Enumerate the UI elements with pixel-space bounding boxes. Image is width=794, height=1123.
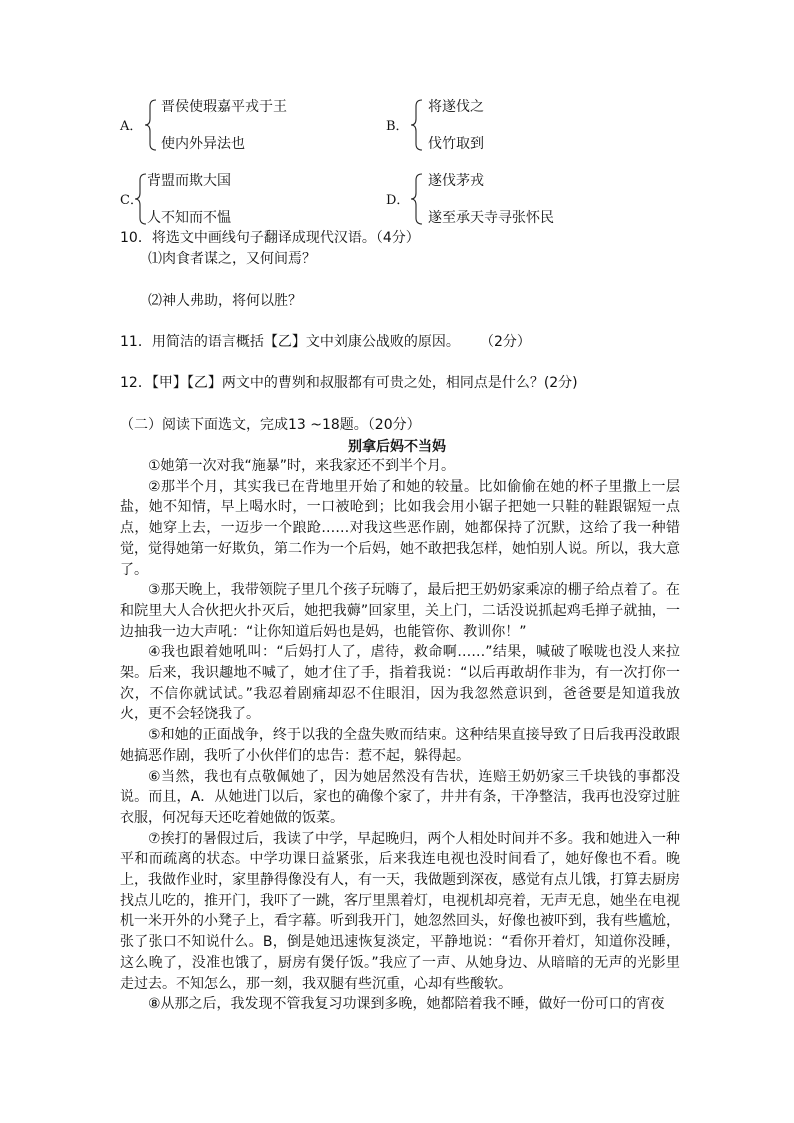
option-a-line1: 晋侯使瑕嘉平戎于王 xyxy=(161,99,287,115)
paragraph: ⑦挨打的暑假过后，我读了中学，早起晚归，两个人相处时间并不多。我和她进入一种平和而疏离的状态。中学功课日益紧张，后来我连电视也没时间看了，她好像也不看。晚上，我做作业时，家里静得像没有人，有一天，我做题到深夜，感觉有点儿饿，打算去厨房找点儿吃的，推开门，我吓了一跳，客厅里黑着灯，电视机却亮着，无声无息，她坐在电视机一米开外的小凳子上，看字幕。听到我开门，她忽然回头，好像也被吓到，我有些尴尬，张了张口不知说什么。B，倒是她迅速恢复淡定，平静地说：“看你开着灯，知道你没睡，这么晚了，没准也饿了，厨房有煲仔饭。”我应了一声、从她身边、从暗暗的无声的光影里走过去。不知怎么，那一刻，我双腿有些沉重，心却有些酸软。 xyxy=(120,830,680,992)
option-b-line2: 伐竹取到 xyxy=(428,136,484,152)
article-body xyxy=(120,456,680,1015)
option-b-label: B． xyxy=(386,119,409,134)
brace-icon xyxy=(144,98,158,152)
article-title: 别拿后妈不当妈 xyxy=(348,439,446,455)
option-a-label: A． xyxy=(120,119,143,134)
question-10-sub2: ⑵神人弗助，将何以胜？ xyxy=(148,293,302,309)
section-heading: （二）阅读下面选文，完成13 ~18题。（20分） xyxy=(120,417,421,433)
option-c-line1: 背盟而欺大国 xyxy=(147,173,231,189)
question-11-score: （2分） xyxy=(480,334,531,350)
option-d-label: D． xyxy=(386,193,410,208)
option-d-line1: 遂伐茅戎 xyxy=(428,173,484,189)
brace-icon xyxy=(410,98,424,152)
question-12: 12．【甲】【乙】两文中的曹刿和叔服都有可贵之处，相同点是什么？(2分) xyxy=(120,375,578,391)
brace-icon xyxy=(134,172,148,226)
paragraph: ④我也跟着她吼叫：“后妈打人了，虐待，救命啊……”结果，喊破了喉咙也没人来拉架。后来，我识趣地不喊了，她才住了手，指着我说：“以后再敢胡作非为，有一次打你一次，不信你就试试。”我忍着剧痛却忍不住眼泪，因为我忽然意识到，爸爸要是知道我放火，更不会轻饶我了。 xyxy=(120,644,680,723)
option-c-line2: 人不知而不愠 xyxy=(147,210,231,226)
paragraph: ①她第一次对我“施暴”时，来我家还不到半个月。 xyxy=(148,458,456,474)
paragraph: ⑧从那之后，我发现不管我复习功课到多晚，她都陪着我不睡，做好一份可口的宵夜 xyxy=(148,996,665,1013)
paragraph: ⑤和她的正面战争，终于以我的全盘失败而结束。这种结果直接导致了日后我再没敢跟她搞恶作剧，我听了小伙伴们的忠告：惹不起，躲得起。 xyxy=(120,727,680,764)
question-11: 11．用简洁的语言概括【乙】文中刘康公战败的原因。 xyxy=(120,334,460,350)
option-d-line2: 遂至承天寺寻张怀民 xyxy=(428,210,554,226)
option-b-line1: 将遂伐之 xyxy=(428,99,484,115)
question-10-sub1: ⑴肉食者谋之，又何间焉？ xyxy=(148,251,316,267)
option-c-label: C． xyxy=(120,193,143,208)
brace-icon xyxy=(410,172,424,226)
question-10: 10．将选文中画线句子翻译成现代汉语。（4分） xyxy=(120,230,420,246)
paragraph: ②那半个月，其实我已在背地里开始了和她的较量。比如偷偷在她的杯子里撒上一层盐，她不知情，早上喝水时，一口被呛到；比如我会用小锯子把她一只鞋的鞋跟锯短一点点，她穿上去，一迈步一个踉跄……对我这些恶作剧，她都保持了沉默，这给了我一种错觉，觉得她第一好欺负，第二作为一个后妈，她不敢把我怎样，她怕别人说。所以，我大意了。 xyxy=(120,478,680,578)
option-a-line2: 使内外异法也 xyxy=(161,136,245,152)
paragraph: ⑥当然，我也有点敬佩她了，因为她居然没有告状，连赔王奶奶家三千块钱的事都没说。而且，A．从她进门以后，家也的确像个家了，井井有条，干净整洁，我再也没穿过脏衣服，何况每天还吃着她做的饭菜。 xyxy=(120,768,680,826)
paragraph: ③那天晚上，我带领院子里几个孩子玩嗨了，最后把王奶奶家乘凉的棚子给点着了。在和院里大人合伙把火扑灭后，她把我薅”回家里，关上门，二话没说抓起鸡毛掸子就抽，一边抽我一边大声吼：“让你知道后妈也是妈，也能管你、教训你！” xyxy=(120,582,680,640)
